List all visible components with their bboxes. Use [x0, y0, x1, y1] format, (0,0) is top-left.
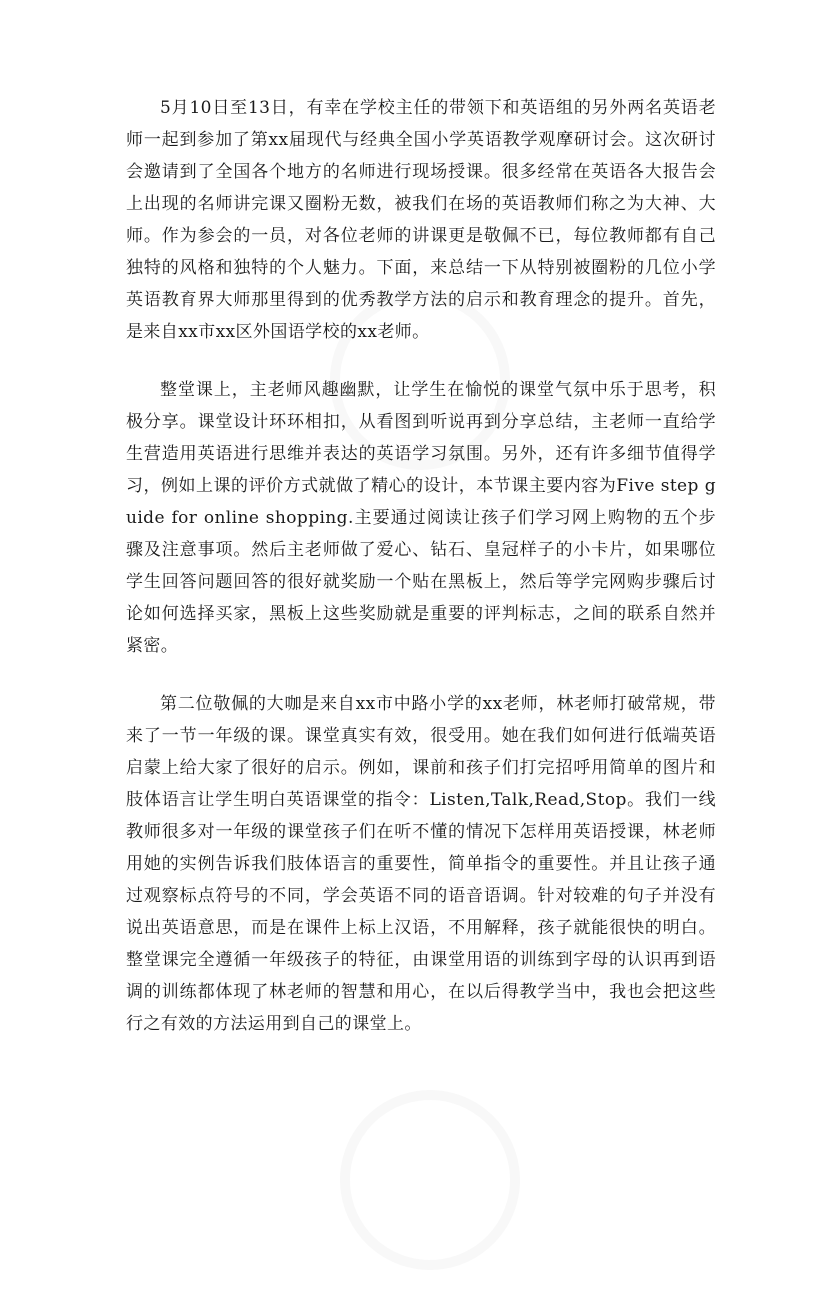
paragraph-3: 第二位敬佩的大咖是来自xx市中路小学的xx老师，林老师打破常规，带来了一节一年级的课。课堂真实有效，很受用。她在我们如何进行低端英语启蒙上给大家了很好的启示。例如，课前和孩子们打完招呼用简单的图片和肢体语言让学生明白英语课堂的指令：Listen,Talk,Read,Stop。我们一线教师很多对一年级的课堂孩子们在听不懂的情况下怎样用英语授课，林老师用她的实例告诉我们肢体语言的重要性，简单指令的重要性。并且让孩子通过观察标点符号的不同，学会英语不同的语音语调。针对较难的句子并没有说出英语意思，而是在课件上标上汉语，不用解释，孩子就能很快的明白。整堂课完全遵循一年级孩子的特征，由课堂用语的训练到字母的认识再到语调的训练都体现了林老师的智慧和用心，在以后得教学当中，我也会把这些行之有效的方法运用到自己的课堂上。: [126, 694, 716, 1034]
paragraph-1: 5月10日至13日，有幸在学校主任的带领下和英语组的另外两名英语老师一起到参加了第xx届现代与经典全国小学英语教学观摩研讨会。这次研讨会邀请到了全国各个地方的名师进行现场授课。很多经常在英语各大报告会上出现的名师讲完课又圈粉无数，被我们在场的英语教师们称之为大神、大师。作为参会的一员，对各位老师的讲课更是敬佩不已，每位教师都有自己独特的风格和独特的个人魅力。下面，来总结一下从特别被圈粉的几位小学英语教育界大师那里得到的优秀教学方法的启示和教育理念的提升。首先，是来自xx市xx区外国语学校的xx老师。: [126, 98, 716, 342]
watermark-icon: [307, 1057, 553, 1303]
document-body: [126, 92, 716, 1066]
paragraph-2: 整堂课上，主老师风趣幽默，让学生在愉悦的课堂气氛中乐于思考，积极分享。课堂设计环环相扣，从看图到听说再到分享总结，主老师一直给学生营造用英语进行思维并表达的英语学习氛围。另外，还有许多细节值得学习，例如上课的评价方式就做了精心的设计，本节课主要内容为Five step guide for online shopping.主要通过阅读让孩子们学习网上购物的五个步骤及注意事项。然后主老师做了爱心、钻石、皇冠样子的小卡片，如果哪位学生回答问题回答的很好就奖励一个贴在黑板上，然后等学完网购步骤后讨论如何选择买家，黑板上这些奖励就是重要的评判标志，之间的联系自然并紧密。: [126, 380, 716, 656]
